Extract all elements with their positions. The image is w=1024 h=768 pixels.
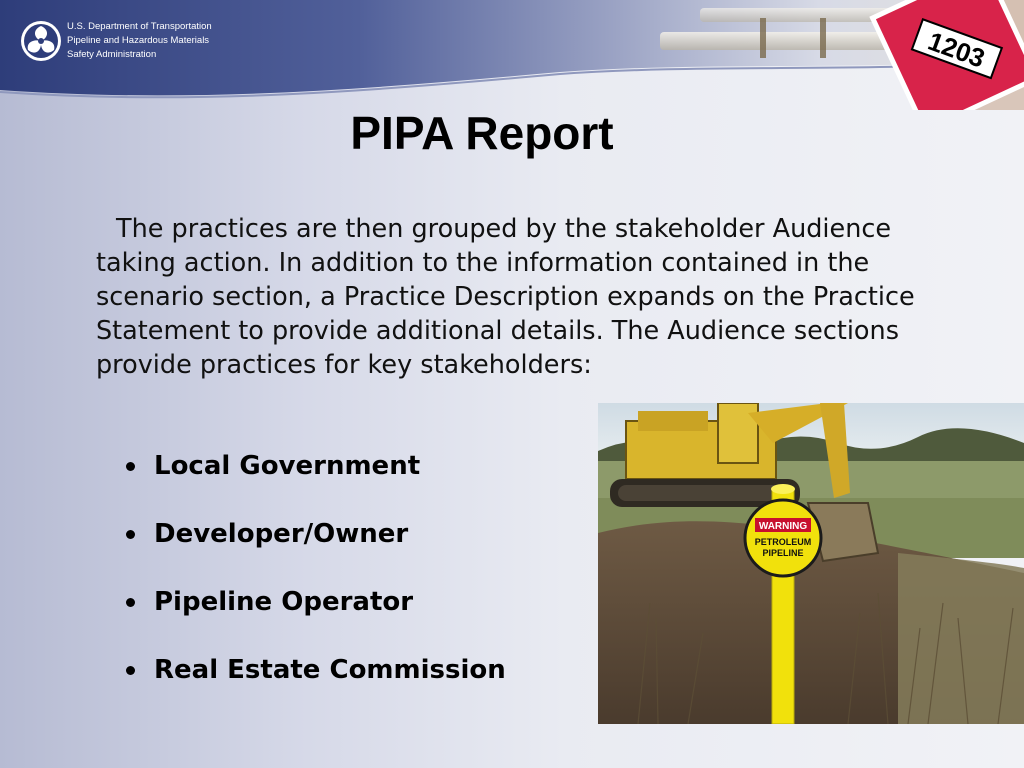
- audience-list: [120, 446, 506, 718]
- photo-illustration: [598, 403, 1024, 724]
- header-banner: [0, 0, 1024, 110]
- list-item: [120, 446, 506, 514]
- pipeline-marker-photo: [598, 403, 1024, 724]
- bullet-label: Real Estate Commission: [154, 655, 506, 685]
- sign-warning-text: WARNING: [758, 521, 808, 532]
- bullet-icon: [126, 462, 135, 471]
- sign-petroleum-text: PETROLEUM: [754, 537, 812, 547]
- dot-logo-icon: [20, 20, 62, 62]
- agency-line-3: Safety Administration: [67, 49, 157, 60]
- slide-title: PIPA Report: [350, 107, 614, 159]
- bullet-label: Pipeline Operator: [154, 587, 414, 617]
- agency-line-2: Pipeline and Hazardous Materials: [67, 35, 210, 46]
- paragraph-text: The practices are then grouped by the stakeholder Audience taking action. In addition to the information contained in the scenario section, a Practice Description expands on the Practice Statement to provide additional details. The Audience sections provide practices for key stakeholders:: [96, 214, 915, 380]
- agency-name: [67, 20, 212, 62]
- list-item: [120, 514, 506, 582]
- list-item: [120, 650, 506, 718]
- bullet-label: Local Government: [154, 451, 421, 481]
- agency-line-1: U.S. Department of Transportation: [67, 21, 212, 32]
- sign-pipeline-text: PIPELINE: [762, 548, 804, 558]
- placard-number: 1203: [924, 25, 989, 74]
- body-paragraph: [96, 212, 926, 382]
- list-item: [120, 582, 506, 650]
- bullet-icon: [126, 666, 135, 675]
- bullet-icon: [126, 530, 135, 539]
- bullet-label: Developer/Owner: [154, 519, 409, 549]
- bullet-icon: [126, 598, 135, 607]
